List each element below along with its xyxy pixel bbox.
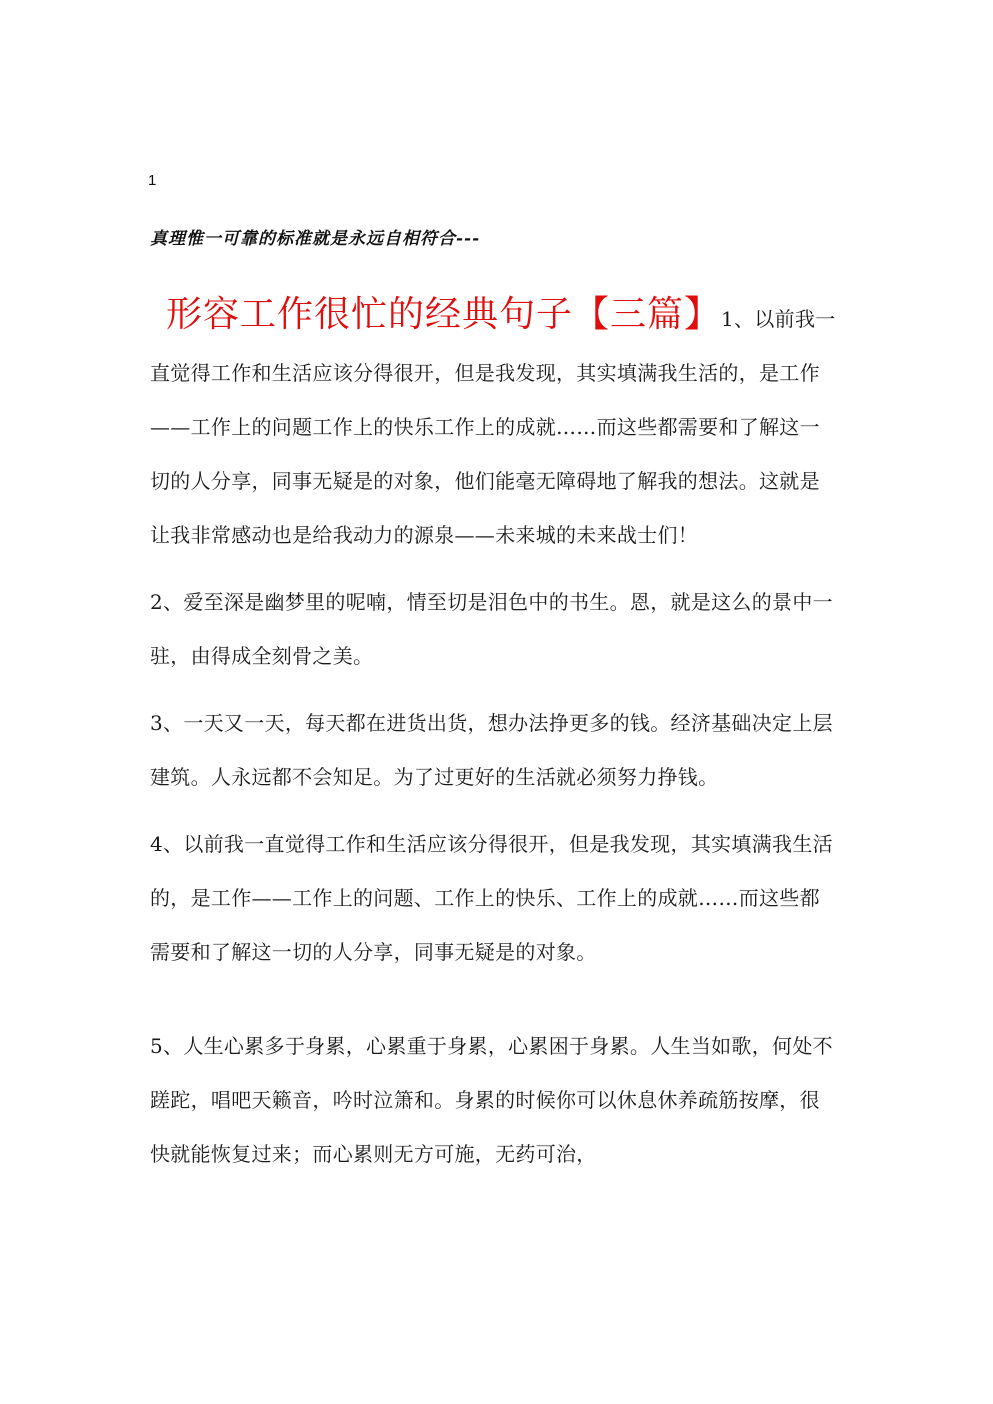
document-title: 形容工作很忙的经典句子【三篇】 [166, 294, 722, 335]
paragraph-1 [150, 288, 840, 562]
paragraph-1-text: 1、以前我一直觉得工作和生活应该分得很开，但是我发现，其实填满我生活的，是工作——工作上的问题工作上的快乐工作上的成就……而这些都需要和了解这一切的人分享，同事无疑是的对象，他们能毫无障碍地了解我的想法。这就是让我非常感动也是给我动力的源泉——未来城的未来战士们！ [150, 307, 836, 547]
paragraph-2: 2、爱至深是幽梦里的呢喃，情至切是泪色中的书生。恩，就是这么的景中一驻，由得成全刻骨之美。 [150, 590, 833, 668]
motto: 真理惟一可靠的标准就是永远自相符合--- [150, 229, 481, 249]
document-body [150, 288, 840, 1194]
paragraph-5: 5、人生心累多于身累，心累重于身累，心累困于身累。人生当如歌，何处不蹉跎，唱吧天籁音，吟时泣箫和。身累的时候你可以休息休养疏筋按摩，很快就能恢复过来；而心累则无方可施，无药可治， [150, 1034, 833, 1166]
paragraph-3: 3、一天又一天，每天都在进货出货，想办法挣更多的钱。经济基础决定上层建筑。人永远都不会知足。为了过更好的生活就必须努力挣钱。 [150, 711, 833, 789]
paragraph-4: 4、以前我一直觉得工作和生活应该分得很开，但是我发现，其实填满我生活的，是工作——工作上的问题、工作上的快乐、工作上的成就……而这些都需要和了解这一切的人分享，同事无疑是的对象。 [150, 832, 833, 964]
page-number: 1 [148, 172, 157, 189]
